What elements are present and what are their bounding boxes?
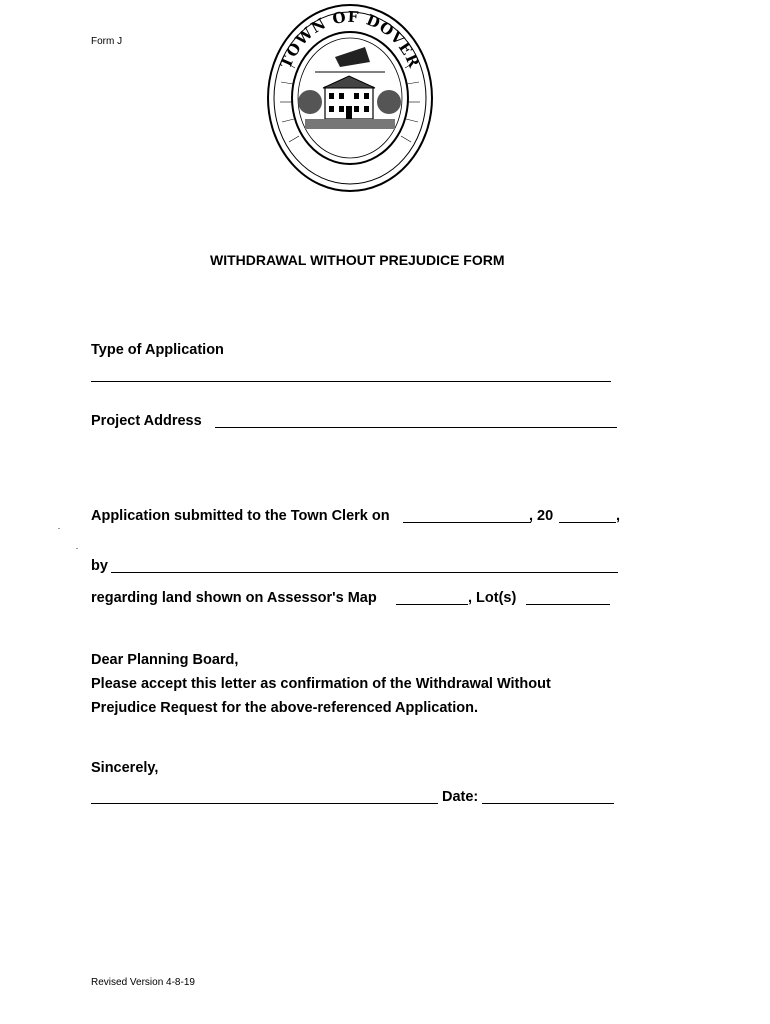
regarding-label: regarding land shown on Assessor's Map bbox=[91, 590, 377, 606]
margin-mark bbox=[76, 548, 78, 549]
closing: Sincerely, bbox=[91, 760, 159, 776]
map-field[interactable] bbox=[396, 604, 468, 605]
town-seal bbox=[265, 2, 435, 194]
salutation: Dear Planning Board, bbox=[91, 652, 239, 668]
revision-note: Revised Version 4-8-19 bbox=[91, 977, 195, 988]
by-field[interactable] bbox=[111, 572, 618, 573]
date-label: Date: bbox=[442, 789, 479, 805]
trailing-comma: , bbox=[616, 508, 621, 524]
date-field[interactable] bbox=[482, 803, 614, 804]
submitted-date-field[interactable] bbox=[403, 522, 531, 523]
submitted-label: Application submitted to the Town Clerk on bbox=[91, 508, 390, 524]
form-label: Form J bbox=[91, 36, 123, 47]
project-address-label: Project Address bbox=[91, 413, 202, 429]
by-label: by bbox=[91, 558, 108, 574]
lots-label: , Lot(s) bbox=[468, 590, 517, 606]
margin-mark bbox=[58, 528, 60, 529]
year-label: , 20 bbox=[529, 508, 554, 524]
seal-text: TOWN OF DOVER bbox=[276, 7, 424, 71]
signature-field[interactable] bbox=[91, 803, 438, 804]
letter-body-line-2: Prejudice Request for the above-referenced Application. bbox=[91, 700, 479, 716]
type-of-application-field[interactable] bbox=[91, 381, 611, 382]
year-field[interactable] bbox=[559, 522, 616, 523]
project-address-field[interactable] bbox=[215, 427, 617, 428]
form-title: WITHDRAWAL WITHOUT PREJUDICE FORM bbox=[210, 252, 505, 268]
lots-field[interactable] bbox=[526, 604, 610, 605]
letter-body-line-1: Please accept this letter as confirmation of the Withdrawal Without bbox=[91, 676, 551, 692]
type-of-application-label: Type of Application bbox=[91, 342, 224, 358]
